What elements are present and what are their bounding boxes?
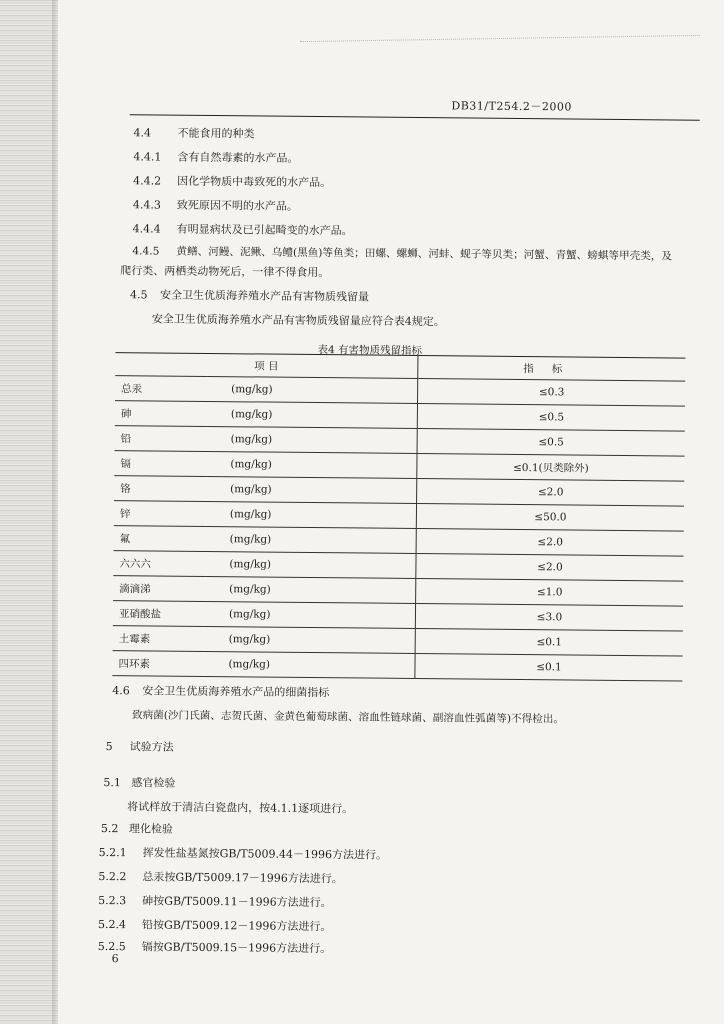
residue-limit-table bbox=[112, 352, 685, 681]
scan-noise bbox=[300, 35, 700, 64]
section-4-6-heading: 4.6 安全卫生优质海养殖水产品的细菌指标 bbox=[112, 684, 330, 700]
table-row: 亚硝酸盐 (mg/kg) ≤3.0 bbox=[113, 601, 683, 631]
table-row: 土霉素 (mg/kg) ≤0.1 bbox=[113, 626, 683, 656]
table-row: 镉 (mg/kg) ≤0.1(贝类除外) bbox=[114, 451, 684, 481]
table-row: 锌 (mg/kg) ≤50.0 bbox=[114, 501, 684, 531]
document-page bbox=[97, 90, 702, 966]
item-4-4-5: 4.4.5 黄鳝、河鳗、泥鳅、乌鳢(黑鱼)等鱼类；田螺、螺蛳、河蚌、蚬子等贝类；河蟹、青蟹、螃蜞等甲壳类，及 bbox=[132, 245, 673, 263]
scan-edge-shadow bbox=[0, 0, 58, 1024]
table-row: 铅 (mg/kg) ≤0.5 bbox=[115, 426, 685, 456]
section-4-4-heading: 4.4 不能食用的种类 bbox=[133, 126, 255, 141]
item-4-4-1: 4.4.1 含有自然毒素的水产品。 bbox=[133, 150, 299, 165]
section-5-1-paragraph: 将试样放于清洁白瓷盘内，按4.1.1逐项进行。 bbox=[127, 800, 354, 816]
column-header-limit: 指标 bbox=[418, 356, 686, 382]
item-5-2-3: 5.2.3 砷按GB/T5009.11－1996方法进行。 bbox=[98, 893, 332, 910]
item-5-2-2: 5.2.2 总汞按GB/T5009.17－1996方法进行。 bbox=[98, 869, 343, 886]
section-4-5-paragraph: 安全卫生优质海养殖水产品有害物质残留量应符合表4规定。 bbox=[151, 312, 445, 329]
item-4-4-2: 4.4.2 因化学物质中毒致死的水产品。 bbox=[133, 174, 332, 190]
section-5-2-heading: 5.2 理化检验 bbox=[100, 821, 173, 836]
table-row: 四环素 (mg/kg) ≤0.1 bbox=[112, 651, 682, 681]
header-rule bbox=[130, 114, 700, 120]
doc-code: DB31/T254.2－2000 bbox=[451, 99, 572, 114]
item-4-4-5-continuation: 爬行类、两栖类动物死后，一律不得食用。 bbox=[120, 264, 330, 280]
item-5-2-4: 5.2.4 铅按GB/T5009.12－1996方法进行。 bbox=[97, 917, 332, 934]
table-row: 总汞 (mg/kg) ≤0.3 bbox=[115, 376, 685, 406]
item-5-2-1: 5.2.1 挥发性盐基氮按GB/T5009.44－1996方法进行。 bbox=[98, 845, 388, 862]
column-header-item: 项 目 bbox=[115, 353, 418, 379]
section-4-5-heading: 4.5 安全卫生优质海养殖水产品有害物质残留量 bbox=[129, 288, 370, 304]
section-5-heading: 5 试验方法 bbox=[105, 740, 174, 754]
section-5-1-heading: 5.1 感官检验 bbox=[103, 776, 176, 790]
item-5-2-5: 5.2.5 镉按GB/T5009.15－1996方法进行。 bbox=[97, 939, 332, 956]
table-row: 六六六 (mg/kg) ≤2.0 bbox=[113, 551, 683, 581]
table-row: 铬 (mg/kg) ≤2.0 bbox=[114, 476, 684, 506]
page-number: 6 bbox=[111, 952, 119, 966]
item-4-4-4: 4.4.4 有明显病状及已引起畸变的水产品。 bbox=[132, 222, 353, 238]
table-row: 氟 (mg/kg) ≤2.0 bbox=[114, 526, 684, 556]
table-row: 滴滴涕 (mg/kg) ≤1.0 bbox=[113, 576, 683, 606]
item-4-4-3: 4.4.3 致死原因不明的水产品。 bbox=[132, 198, 298, 213]
table-title: 表4 有害物质残留指标 bbox=[317, 344, 423, 358]
table-row: 砷 (mg/kg) ≤0.5 bbox=[115, 401, 685, 431]
section-4-6-paragraph: 致病菌(沙门氏菌、志贺氏菌、金黄色葡萄球菌、溶血性链球菌、副溶血性弧菌等)不得检出。 bbox=[131, 709, 565, 726]
